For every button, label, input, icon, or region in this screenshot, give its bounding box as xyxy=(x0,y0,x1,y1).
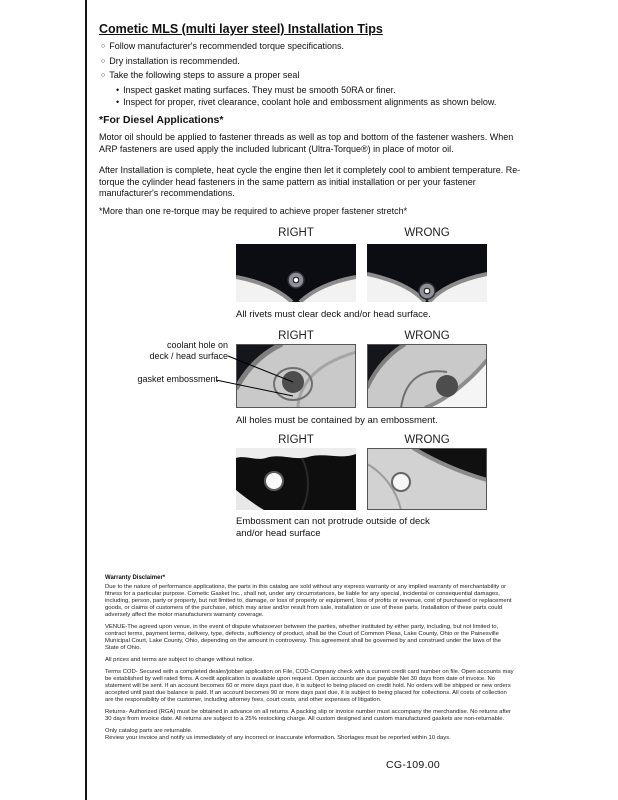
warranty-disclaimer xyxy=(105,575,515,747)
callout-pointer-lines xyxy=(210,344,305,404)
coolant-hole xyxy=(436,375,458,397)
tip-text: Take the following steps to assure a proper seal xyxy=(109,70,300,80)
diesel-paragraph-2: After Installation is complete, heat cycle the engine then let it completely cool to ambient temperature. Re-torque the cylinder head fasteners in the same pattern as initial installation or per your fastener manufacturer's recommendations. xyxy=(99,165,521,198)
tip-item xyxy=(101,55,541,70)
tip-sub-item xyxy=(116,96,541,109)
diagram-row3-wrong xyxy=(367,448,487,510)
disclaimer-paragraph: All prices and terms are subject to change without notice. xyxy=(105,657,254,663)
tip-item xyxy=(101,40,541,55)
tip-text: Follow manufacturer's recommended torque specifications. xyxy=(109,41,345,51)
row1-wrong-label: WRONG xyxy=(404,227,450,239)
tip-text: Inspect for proper, rivet clearance, coolant hole and embossment alignments as shown below. xyxy=(123,97,497,107)
retorque-note: *More than one re-torque may be required to achieve proper fastener stretch* xyxy=(99,206,408,216)
disclaimer-paragraph: Review your invoice and notify us immediately of any incorrect or inaccurate information. Shortages must be reported within 10 days. xyxy=(105,735,451,741)
tip-sub-item xyxy=(116,84,541,97)
diagram-row1-right xyxy=(236,244,356,302)
warranty-disclaimer-heading: Warranty Disclaimer* xyxy=(105,575,166,581)
installation-tips-list xyxy=(101,40,541,109)
bolt-hole xyxy=(265,472,283,490)
disclaimer-paragraph: VENUE-The agreed upon venue, in the event of dispute whatsoever between the parties, whether instituted by either party, including, but not limited to, contract terms, payment terms, delivery, type, defects, sufficiency of product, shall be the Court of Common Pleas, Lake County, Ohio or the Painesville Municipal Court, Lake County, Ohio, depending on the amount in controversy. This agreement shall be governed by and construed under the laws of the State of Ohio. xyxy=(105,624,501,651)
row3-caption xyxy=(236,516,506,540)
row1-right-label: RIGHT xyxy=(278,227,314,239)
left-margin-rule xyxy=(85,0,87,800)
row3-right-label: RIGHT xyxy=(278,434,314,446)
tip-text: Inspect gasket mating surfaces. They must be smooth 50RA or finer. xyxy=(123,84,396,95)
disclaimer-paragraph: Returns- Authorized (RGA) must be obtained in advance on all returns. A packing slip or invoice number must accompany the merchandise. No returns after 30 days from invoice date. All returns are subject to a 25% restocking charge. All custom designed and custom manufactured gaskets are non-returnable. xyxy=(105,709,512,722)
diesel-applications-heading: *For Diesel Applications* xyxy=(99,114,224,126)
row2-caption: All holes must be contained by an embossment. xyxy=(236,415,438,426)
diesel-paragraph-1: Motor oil should be applied to fastener threads as well as top and bottom of the fastener washers. When ARP fasteners are used apply the included lubricant (Ultra-Torque®) in place of motor oil. xyxy=(99,132,514,154)
callout-text: deck / head surface xyxy=(149,351,228,361)
row2-wrong-label: WRONG xyxy=(404,330,450,342)
row2-right-label: RIGHT xyxy=(278,330,314,342)
page-title: Cometic MLS (multi layer steel) Installation Tips xyxy=(99,22,383,36)
callout-text: coolant hole on xyxy=(166,340,228,350)
disclaimer-paragraph: Terms COD- Secured with a completed dealer/jobber application on File, COD-Company check with a current credit card number on file. Open accounts may be established by well rated firms. A credit application is available upon request. Open accounts are due payable Net 30 days from date of invoice. No statement will be sent. If an account becomes 60 or more days past due, it is subject to being placed on credit hold. No orders will be shipped or new orders accepted until past due balance is paid. If an account becomes 90 or more days past due, it is subject to being placed for collections. All costs of collection are the responsibility of the customer, including attorney fees, court costs, and other expenses of litigation. xyxy=(105,669,514,703)
row1-caption: All rivets must clear deck and/or head surface. xyxy=(236,309,431,320)
row3-caption-line: Embossment can not protrude outside of deck xyxy=(236,516,430,527)
page-code: CG-109.00 xyxy=(386,759,441,771)
diagram-row2-wrong xyxy=(367,344,487,408)
diagram-row1-wrong xyxy=(367,244,487,302)
diagram-row3-right xyxy=(236,448,356,510)
row3-caption-line: and/or head surface xyxy=(236,528,321,539)
tip-item xyxy=(101,69,541,84)
disclaimer-paragraph: Due to the nature of performance applications, the parts in this catalog are sold without any express warranty or any implied warranty of merchantability or fitness for a particular purpose. Cometic Gasket Inc., shall not, under any circumstances, be liable for any special, incidental or consequential damages, including, person, party or property, but not limited to, damage, or loss of property or equipment, loss of profits or revenue, cost of purchased or replacement goods, or claims of customers of the purchase, which may arise and/or result from sale, installation or use of these parts. Installation of these parts could adversely affect the motor manufacturers warranty coverage. xyxy=(105,584,512,618)
bolt-hole xyxy=(392,473,410,491)
tip-text: Dry installation is recommended. xyxy=(109,55,240,66)
callout-gasket-embossment: gasket embossment xyxy=(137,374,218,384)
row3-wrong-label: WRONG xyxy=(404,434,450,446)
disclaimer-paragraph: Only catalog parts are returnable. xyxy=(105,728,193,734)
